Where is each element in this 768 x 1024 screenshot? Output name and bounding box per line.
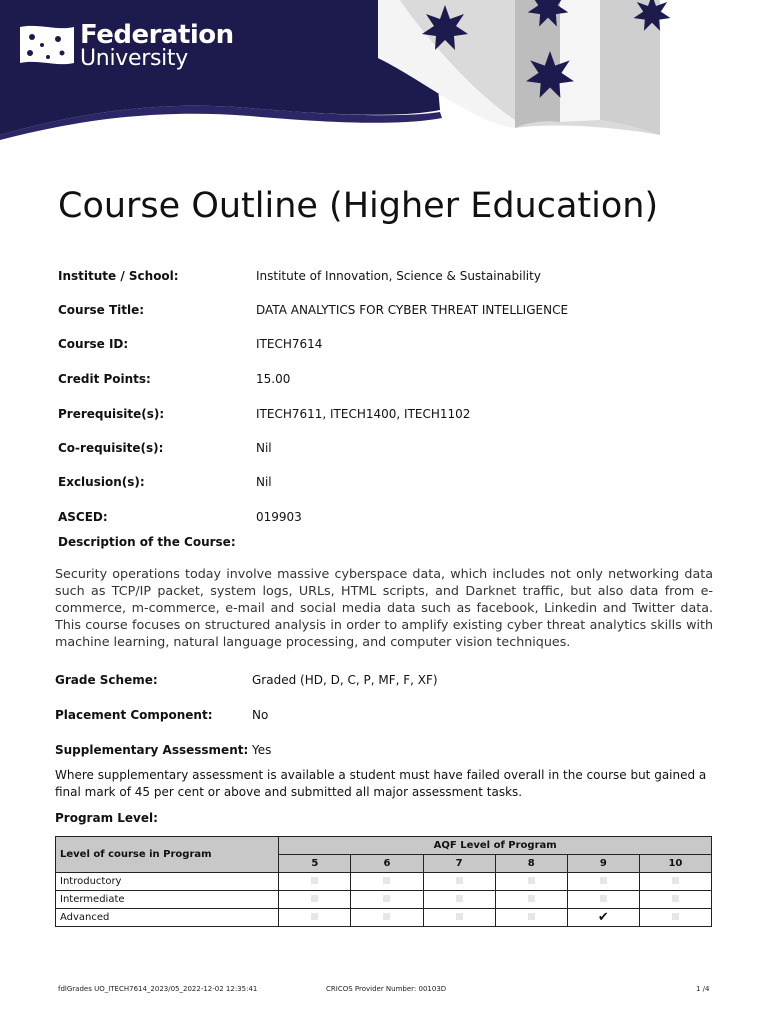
aqf-cell bbox=[423, 891, 495, 909]
empty-checkbox-icon bbox=[528, 877, 535, 884]
star-icon bbox=[632, 0, 672, 34]
supplementary-note: Where supplementary assessment is available a student must have failed overall in the course but gained a final mark of 45 per cent or above and submitted all major assessment tasks. bbox=[55, 768, 707, 799]
aqf-cell bbox=[351, 909, 423, 927]
aqf-level-header: 7 bbox=[423, 855, 495, 873]
course-level-name: Advanced bbox=[56, 909, 279, 927]
field-label-institute: Institute / School: bbox=[58, 269, 179, 283]
field-value-institute: Institute of Innovation, Science & Sustainability bbox=[256, 269, 541, 283]
empty-checkbox-icon bbox=[383, 895, 390, 902]
empty-checkbox-icon bbox=[528, 913, 535, 920]
field-label-exclusions: Exclusion(s): bbox=[58, 475, 145, 489]
logo-word-federation: Federation bbox=[80, 20, 234, 50]
aqf-cell bbox=[567, 873, 639, 891]
aqf-cell-checked bbox=[567, 909, 639, 927]
aqf-cell bbox=[639, 873, 711, 891]
star-icon bbox=[526, 0, 570, 30]
grade-scheme-value: Graded (HD, D, C, P, MF, F, XF) bbox=[252, 673, 438, 687]
course-level-name: Introductory bbox=[56, 873, 279, 891]
empty-checkbox-icon bbox=[672, 913, 679, 920]
aqf-level-header: 8 bbox=[495, 855, 567, 873]
empty-checkbox-icon bbox=[383, 877, 390, 884]
field-value-prerequisites: ITECH7611, ITECH1400, ITECH1102 bbox=[256, 407, 471, 421]
university-logo bbox=[18, 22, 276, 70]
field-value-credit-points: 15.00 bbox=[256, 372, 291, 386]
aqf-cell bbox=[495, 909, 567, 927]
aqf-cell bbox=[495, 891, 567, 909]
field-value-exclusions: Nil bbox=[256, 475, 272, 489]
field-value-course-id: ITECH7614 bbox=[256, 337, 323, 351]
program-level-label: Program Level: bbox=[55, 811, 158, 825]
logo-word-university: University bbox=[80, 46, 188, 71]
table-row bbox=[56, 873, 712, 891]
row-header: Level of course in Program bbox=[56, 837, 279, 873]
empty-checkbox-icon bbox=[600, 877, 607, 884]
aqf-level-header: 6 bbox=[351, 855, 423, 873]
field-label-prerequisites: Prerequisite(s): bbox=[58, 407, 165, 421]
footer-page-number: 1 /4 bbox=[696, 985, 710, 993]
supplementary-value: Yes bbox=[252, 743, 272, 757]
field-label-asced: ASCED: bbox=[58, 510, 108, 524]
placement-value: No bbox=[252, 708, 269, 722]
description-label: Description of the Course: bbox=[58, 535, 236, 549]
aqf-cell bbox=[351, 873, 423, 891]
aqf-level-table bbox=[55, 836, 712, 927]
aqf-cell bbox=[279, 891, 351, 909]
table-row bbox=[56, 891, 712, 909]
aqf-level-header: 10 bbox=[639, 855, 711, 873]
grade-scheme-label: Grade Scheme: bbox=[55, 673, 158, 687]
aqf-cell bbox=[279, 873, 351, 891]
aqf-cell bbox=[423, 873, 495, 891]
star-icon bbox=[420, 4, 470, 54]
field-value-corequisites: Nil bbox=[256, 441, 272, 455]
field-label-course-title: Course Title: bbox=[58, 303, 145, 317]
empty-checkbox-icon bbox=[311, 913, 318, 920]
table-row bbox=[56, 909, 712, 927]
field-label-corequisites: Co-requisite(s): bbox=[58, 441, 164, 455]
empty-checkbox-icon bbox=[528, 895, 535, 902]
star-icon bbox=[524, 50, 576, 102]
empty-checkbox-icon bbox=[311, 895, 318, 902]
aqf-level-header: 9 bbox=[567, 855, 639, 873]
empty-checkbox-icon bbox=[456, 913, 463, 920]
supplementary-label: Supplementary Assessment: bbox=[55, 743, 249, 757]
course-level-name: Intermediate bbox=[56, 891, 279, 909]
aqf-cell bbox=[639, 909, 711, 927]
group-header: AQF Level of Program bbox=[279, 837, 712, 855]
empty-checkbox-icon bbox=[456, 877, 463, 884]
empty-checkbox-icon bbox=[672, 877, 679, 884]
aqf-level-header: 5 bbox=[279, 855, 351, 873]
aqf-cell bbox=[567, 891, 639, 909]
field-label-credit-points: Credit Points: bbox=[58, 372, 151, 386]
field-label-course-id: Course ID: bbox=[58, 337, 129, 351]
page-title: Course Outline (Higher Education) bbox=[58, 186, 659, 226]
empty-checkbox-icon bbox=[456, 895, 463, 902]
checkmark-icon: ✔ bbox=[597, 910, 609, 925]
footer-cricos: CRICOS Provider Number: 00103D bbox=[326, 985, 447, 993]
field-value-course-title: DATA ANALYTICS FOR CYBER THREAT INTELLIGENCE bbox=[256, 303, 569, 317]
course-description: Security operations today involve massive cyberspace data, which includes not only networking data such as TCP/IP packet, system logs, URLs, HTML scripts, and Darknet traffic, but also data from e-commerce, m-commerce, e-mail and social media data such as facebook, Linkedin and Twitter data. This course focuses on structured analysis in order to amplify existing cyber threat analytics skills with machine learning, natural language processing, and computer vision techniques. bbox=[55, 566, 713, 649]
aqf-cell bbox=[279, 909, 351, 927]
footer-document-id: fdlGrades UO_ITECH7614_2023/05_2022-12-02 12:35:41 bbox=[58, 985, 258, 993]
aqf-cell bbox=[495, 873, 567, 891]
aqf-cell bbox=[351, 891, 423, 909]
empty-checkbox-icon bbox=[600, 895, 607, 902]
aqf-cell bbox=[423, 909, 495, 927]
southern-cross-flag-icon bbox=[18, 23, 76, 69]
placement-label: Placement Component: bbox=[55, 708, 213, 722]
field-value-asced: 019903 bbox=[256, 510, 302, 524]
empty-checkbox-icon bbox=[672, 895, 679, 902]
empty-checkbox-icon bbox=[311, 877, 318, 884]
empty-checkbox-icon bbox=[383, 913, 390, 920]
aqf-cell bbox=[639, 891, 711, 909]
